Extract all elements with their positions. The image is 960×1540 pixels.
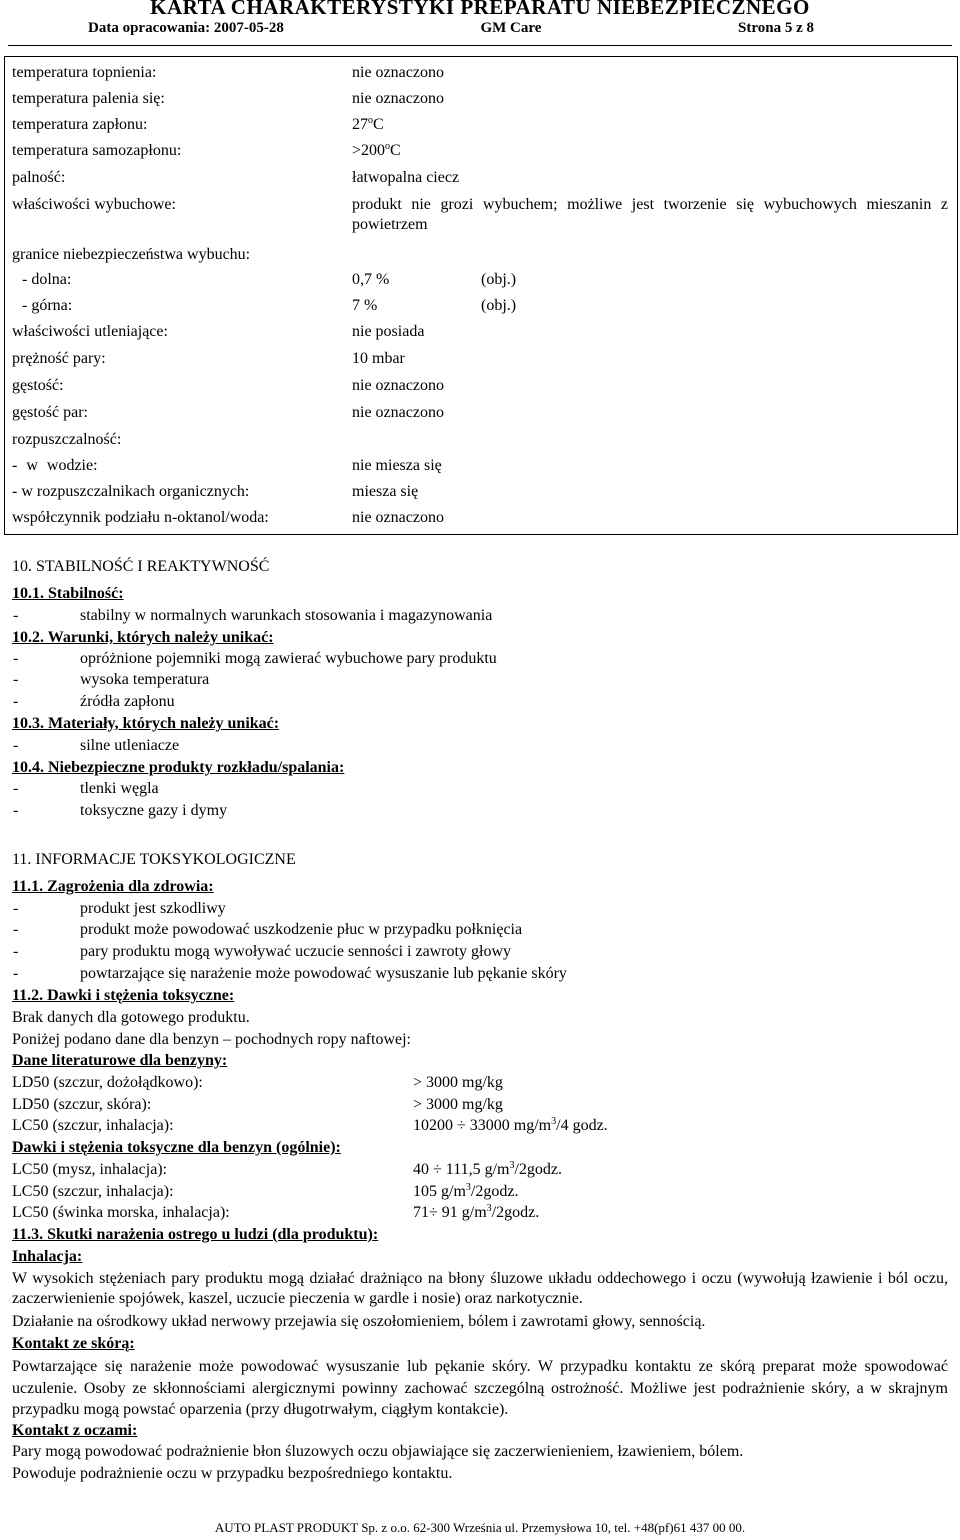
ld50-oral-value: > 3000 mg/kg (413, 1074, 503, 1091)
stability-heading: 10.1. Stabilność: (12, 585, 124, 602)
list-item: pary produktu mogą wywoływać uczucie senności i zawroty głowy (80, 943, 511, 960)
gasoline-intro: Poniżej podano dane dla benzyn – pochodnych ropy naftowej: (12, 1031, 411, 1048)
list-dash: - (13, 650, 19, 667)
acute-effects-heading: 11.3. Skutki narażenia ostrego u ludzi (dla produktu): (12, 1226, 379, 1243)
list-item: produkt jest szkodliwy (80, 900, 226, 917)
list-dash: - (13, 671, 19, 688)
eye-contact-text-2: Powoduje podrażnienie oczu w przypadku bezpośredniego kontaktu. (12, 1465, 453, 1482)
skin-contact-heading: Kontakt ze skórą: (12, 1335, 135, 1352)
list-dash: - (13, 780, 19, 797)
no-data-text: Brak danych dla gotowego produktu. (12, 1009, 250, 1026)
lc50-guinea-pig-value: 71÷ 91 $g/m^3/2godz$. (413, 1203, 540, 1221)
eye-contact-heading: Kontakt z oczami: (12, 1422, 138, 1439)
page-number: Strona 5 z 8 (738, 20, 814, 36)
conditions-heading: 10.2. Warunki, których należy unikać: (12, 629, 274, 646)
boiling-value: nie oznaczono (352, 90, 444, 107)
list-item: źródła zapłonu (80, 693, 175, 710)
product-name: GM Care (480, 20, 542, 36)
melting-value: nie oznaczono (352, 64, 444, 81)
lc50-rat-value: 10200 ÷ 33000 $mg/m^3/4$ godz. (413, 1116, 608, 1134)
autoignition-label: temperatura samozapłonu: (12, 142, 182, 159)
eye-contact-text: Pary mogą powodować podrażnienie błon śluzowych oczu objawiające się zaczerwienieniem, łzawieniem, bólem. (12, 1443, 744, 1460)
section-10-title: 10. STABILNOŚĆ I REAKTYWNOŚĆ (12, 558, 270, 575)
oxidizing-value: nie posiada (352, 323, 425, 340)
decomposition-heading: 10.4. Niebezpieczne produkty rozkładu/spalania: (12, 759, 345, 776)
organic-solubility-value: miesza się (352, 483, 419, 500)
ld50-oral-label: LD50 (szczur, dożołądkowo): (12, 1074, 203, 1091)
list-item: produkt może powodować uszkodzenie płuc w przypadku połknięcia (80, 921, 523, 938)
water-solubility-label: - w wodzie: (12, 457, 98, 474)
lc50-rat-label: LC50 (szczur, inhalacja): (12, 1117, 174, 1134)
issue-date: Data opracowania: 2007-05-28 (88, 20, 284, 36)
lower-limit-label: - dolna: (22, 271, 72, 288)
lc50-rat2-label: LC50 (szczur, inhalacja): (12, 1183, 174, 1200)
list-dash: - (13, 921, 19, 938)
header-rule (8, 45, 952, 46)
skin-contact-text: Powtarzające się narażenie może powodować wysuszanie lub pękanie skóry. W przypadku kontaktu ze skórą preparat może spowodować uczulenie. Osoby ze skłonnościami alergicznymi powinny zachować szczególną ostrożność. Możliwe jest podrażnienie skóry, a w skrajnym przypadku mogą powstać oparzenia (przy długotrwałym, ciągłym kontakcie). (12, 1358, 948, 1418)
vapor-pressure-label: prężność pary: (12, 350, 106, 367)
health-hazards-heading: 11.1. Zagrożenia dla zdrowia: (12, 878, 214, 895)
ld50-skin-value: > 3000 mg/kg (413, 1096, 503, 1113)
vapor-density-label: gęstość par: (12, 404, 88, 421)
literature-heading: Dane literaturowe dla benzyny: (12, 1052, 228, 1069)
upper-limit-label: - górna: (22, 297, 73, 314)
lc50-guinea-pig-label: LC50 (świnka morska, inhalacja): (12, 1204, 230, 1221)
inhalation-text-2: Działanie na ośrodkowy układ nerwowy przejawia się oszołomieniem, bólem i zawrotami głowy, sennością. (12, 1313, 706, 1330)
toxic-doses-heading: 11.2. Dawki i stężenia toksyczne: (12, 987, 235, 1004)
upper-limit-value: 7 % (352, 297, 378, 314)
list-item: opróżnione pojemniki mogą zawierać wybuchowe pary produktu (80, 650, 497, 667)
melting-label: temperatura topnienia: (12, 64, 157, 81)
inhalation-heading: Inhalacja: (12, 1248, 83, 1265)
boiling-label: temperatura palenia się: (12, 90, 165, 107)
list-dash: - (13, 965, 19, 982)
list-dash: - (13, 737, 19, 754)
lower-limit-unit: (obj.) (481, 271, 517, 288)
materials-heading: 10.3. Materiały, których należy unikać: (12, 715, 280, 732)
organic-solubility-label: - w rozpuszczalnikach organicznych: (12, 483, 250, 500)
density-label: gęstość: (12, 377, 64, 394)
flash-label: temperatura zapłonu: (12, 116, 148, 133)
list-item: stabilny w normalnych warunkach stosowania i magazynowania (80, 607, 493, 624)
ld50-skin-label: LD50 (szczur, skóra): (12, 1096, 152, 1113)
header-info (88, 20, 814, 37)
water-solubility-value: nie miesza się (352, 457, 442, 474)
list-item: silne utleniacze (80, 737, 180, 754)
list-item: toksyczne gazy i dymy (80, 802, 228, 819)
oxidizing-label: właściwości utleniające: (12, 323, 168, 340)
flammability-label: palność: (12, 169, 66, 186)
lc50-rat2-value: 105 $g/m^3/2godz$. (413, 1182, 519, 1200)
autoignition-value: $>200^oC$ (352, 141, 401, 159)
lc50-mouse-label: LC50 (mysz, inhalacja): (12, 1161, 168, 1178)
list-item: wysoka temperatura (80, 671, 210, 688)
list-dash: - (13, 900, 19, 917)
list-item: powtarzające się narażenie może powodować wysuszanie lub pękanie skóry (80, 965, 567, 982)
partition-value: nie oznaczono (352, 509, 444, 526)
solubility-label: rozpuszczalność: (12, 431, 122, 448)
density-value: nie oznaczono (352, 377, 444, 394)
list-dash: - (13, 693, 19, 710)
partition-label: współczynnik podziału n-oktanol/woda: (12, 509, 269, 526)
list-dash: - (13, 607, 19, 624)
vapor-pressure-value: 10 mbar (352, 350, 405, 367)
list-dash: - (13, 943, 19, 960)
footer-address: AUTO PLAST PRODUKT Sp. z o.o. 62-300 Września ul. Przemysłowa 10, tel. +48(pf)61 437 00 00. (214, 1520, 746, 1535)
section-11-title: 11. INFORMACJE TOKSYKOLOGICZNE (12, 851, 296, 868)
explosive-label: właściwości wybuchowe: (12, 196, 176, 213)
list-dash: - (13, 802, 19, 819)
upper-limit-unit: (obj.) (481, 297, 517, 314)
flammability-value: łatwopalna ciecz (352, 169, 460, 186)
lower-limit-value: 0,7 % (352, 271, 390, 288)
document-title: KARTA CHARAKTERYSTYKI PREPARATU NIEBEZPIECZNEGO (150, 0, 810, 19)
explosion-limits-label: granice niebezpieczeństwa wybuchu: (12, 246, 251, 263)
lc50-mouse-value: 40 ÷ 111,5 $g/m^3/2godz$. (413, 1160, 563, 1178)
list-item: tlenki węgla (80, 780, 159, 797)
general-doses-heading: Dawki i stężenia toksyczne dla benzyn (ogólnie): (12, 1139, 341, 1156)
inhalation-text: W wysokich stężeniach pary produktu mogą działać drażniąco na błony śluzowe układu oddechowego i oczu (wywołują łzawienie i ból oczu, zaczerwienienie spojówek, kaszel, uczucie pieczenia w gardle i nosie) oraz narkotycznie. (12, 1270, 948, 1307)
flash-value: 27$^o$C (352, 115, 384, 133)
vapor-density-value: nie oznaczono (352, 404, 444, 421)
explosive-value: produkt nie grozi wybuchem; możliwe jest tworzenie się wybuchowych mieszanin z powietrzem (352, 196, 948, 233)
